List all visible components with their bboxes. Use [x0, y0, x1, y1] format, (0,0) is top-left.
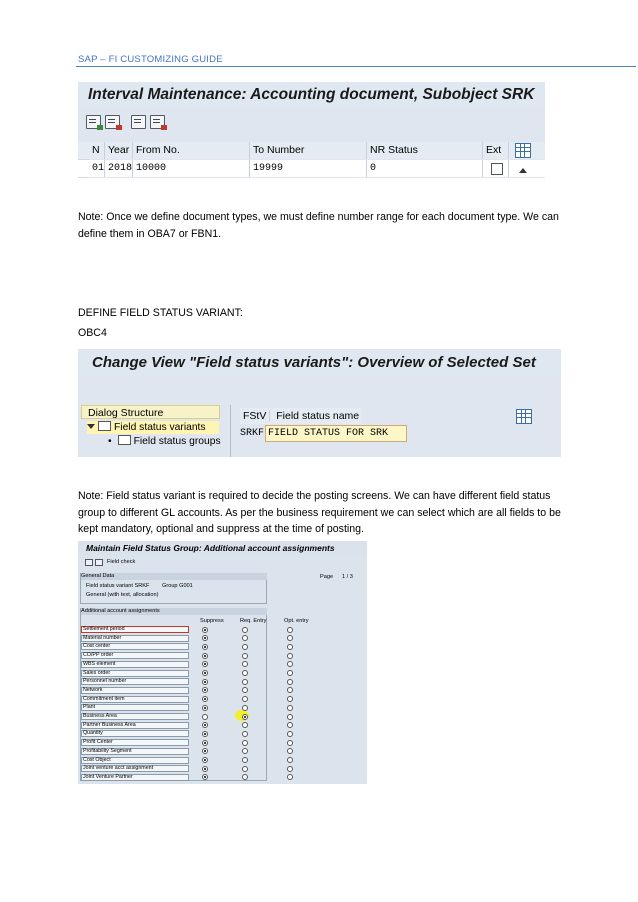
optional-radio[interactable]: [287, 687, 293, 693]
cell-fstv: SRKF: [240, 428, 265, 439]
screen-title-bar: [78, 82, 545, 108]
screen-title-bar: [78, 541, 367, 555]
suppress-radio[interactable]: [202, 766, 208, 772]
field-label: Settlement period: [81, 626, 189, 633]
cell-n: 01: [89, 160, 105, 177]
field-label: Personnel number: [81, 678, 189, 685]
field-label: Profit Center: [81, 739, 189, 746]
field-label: Profitability Segment: [81, 748, 189, 755]
screen-title-bar: [78, 349, 561, 376]
cell-to[interactable]: 19999: [250, 160, 367, 177]
scroll-up-icon[interactable]: [519, 168, 527, 173]
optional-radio[interactable]: [287, 635, 293, 641]
general-data-header: General Data: [81, 573, 267, 580]
table-settings-icon[interactable]: [515, 143, 531, 158]
col-header: From No.: [133, 142, 250, 159]
field-status-group-screenshot: [78, 541, 367, 784]
col-optional: Opt. entry: [284, 618, 309, 624]
col-suppress: Suppress: [200, 618, 224, 624]
page-label: Page: [320, 574, 334, 580]
cell-from[interactable]: 10000: [133, 160, 250, 177]
field-label: Cost center: [81, 643, 189, 650]
required-radio[interactable]: [242, 714, 248, 720]
required-radio[interactable]: [242, 653, 248, 659]
suppress-radio[interactable]: [202, 679, 208, 685]
document-header: SAP – FI CUSTOMIZING GUIDE: [78, 54, 223, 65]
field-label: Commitment item: [81, 696, 189, 703]
field-label: Network: [81, 687, 189, 694]
optional-radio[interactable]: [287, 679, 293, 685]
optional-radio[interactable]: [287, 731, 293, 737]
field-status-name-input[interactable]: FIELD STATUS FOR SRK: [265, 425, 407, 442]
field-label: Quantity: [81, 730, 189, 737]
suppress-radio[interactable]: [202, 731, 208, 737]
cell-year[interactable]: 2018: [105, 160, 133, 177]
splitter[interactable]: [230, 405, 231, 457]
tree-item-label: Field status variants: [114, 422, 206, 433]
dialog-structure-header: Dialog Structure: [81, 405, 220, 419]
optional-radio[interactable]: [287, 757, 293, 763]
save-icon[interactable]: [85, 559, 93, 566]
field-label: Business Area: [81, 713, 189, 720]
toolbar: [78, 110, 545, 136]
field-label: WBS element: [81, 661, 189, 668]
optional-radio[interactable]: [287, 714, 293, 720]
required-radio[interactable]: [242, 679, 248, 685]
optional-radio[interactable]: [287, 748, 293, 754]
optional-radio[interactable]: [287, 722, 293, 728]
change-intervals-icon[interactable]: [86, 115, 101, 129]
tree-item-field-status-groups[interactable]: [108, 435, 221, 448]
field-check-button[interactable]: Field check: [107, 559, 136, 565]
field-label: Material number: [81, 635, 189, 642]
col-header: N: [89, 142, 105, 159]
screen-title: Interval Maintenance: Accounting document, Subobject SRK: [88, 86, 535, 103]
required-radio[interactable]: [242, 627, 248, 633]
suppress-radio[interactable]: [202, 644, 208, 650]
optional-radio[interactable]: [287, 644, 293, 650]
col-header: To Number: [250, 142, 367, 159]
field-status-variant-label: Field status variant SRKF: [86, 583, 150, 589]
field-label: Joint Venture Partner: [81, 774, 189, 781]
col-required: Req. Entry: [240, 618, 267, 624]
ext-checkbox[interactable]: [491, 163, 503, 175]
bullet-icon: •: [108, 436, 112, 447]
col-header: NR Status: [367, 142, 483, 159]
suppress-radio[interactable]: [202, 714, 208, 720]
optional-radio[interactable]: [287, 653, 293, 659]
optional-radio[interactable]: [287, 766, 293, 772]
expand-icon[interactable]: [87, 424, 95, 429]
col-header-name: Field status name: [276, 410, 360, 422]
table-header: [78, 142, 545, 159]
cell-ext: [483, 160, 509, 177]
remove-interval-icon[interactable]: [150, 115, 165, 129]
col-header: Ext: [483, 142, 509, 159]
required-radio[interactable]: [242, 705, 248, 711]
cell-status[interactable]: 0: [367, 160, 483, 177]
header-divider: [76, 66, 636, 67]
interval-maintenance-screenshot: [78, 82, 545, 178]
print-icon[interactable]: [95, 559, 103, 566]
transaction-code: OBC4: [78, 327, 107, 339]
field-label: Joint venture acct assignment: [81, 765, 189, 772]
suppress-radio[interactable]: [202, 757, 208, 763]
field-label: Partner Business Area: [81, 722, 189, 729]
required-radio[interactable]: [242, 731, 248, 737]
field-status-variants-screenshot: [78, 349, 561, 457]
tree-item-label: Field status groups: [133, 436, 221, 447]
suppress-radio[interactable]: [202, 653, 208, 659]
optional-radio[interactable]: [287, 627, 293, 633]
page-value: 1 / 3: [342, 574, 353, 580]
open-folder-icon: [98, 421, 111, 431]
optional-radio[interactable]: [287, 740, 293, 746]
tree-item-field-status-variants[interactable]: [87, 421, 219, 434]
field-label: Cost Object: [81, 757, 189, 764]
group-label: Group G001: [162, 583, 193, 589]
required-radio[interactable]: [242, 757, 248, 763]
required-radio[interactable]: [242, 740, 248, 746]
section-header: Additional account assignments: [81, 608, 267, 615]
optional-radio[interactable]: [287, 661, 293, 667]
table-settings-icon[interactable]: [516, 409, 532, 424]
note-number-range: Note: Once we define document types, we must define number range for each document type. We can define them in OBA7 or FBN1.: [78, 211, 559, 240]
required-radio[interactable]: [242, 766, 248, 772]
optional-radio[interactable]: [287, 774, 293, 780]
field-label: Plant: [81, 704, 189, 711]
suppress-radio[interactable]: [202, 670, 208, 676]
screen-title: Change View "Field status variants": Overview of Selected Set: [92, 354, 536, 371]
optional-radio[interactable]: [287, 670, 293, 676]
group-description: General (with text, allocation): [86, 592, 159, 598]
table-header: [240, 408, 362, 424]
suppress-radio[interactable]: [202, 627, 208, 633]
required-radio[interactable]: [242, 644, 248, 650]
heading-field-status-variant: DEFINE FIELD STATUS VARIANT:: [78, 307, 243, 319]
optional-radio[interactable]: [287, 705, 293, 711]
note-field-status: Note: Field status variant is required to decide the posting screens. We can have different field status group to different GL accounts. As per the business requirement we can select which are all fields to be kept mandatory, optional and suppress at the time of posting.: [78, 490, 561, 535]
folder-icon: [118, 435, 131, 445]
screen-title: Maintain Field Status Group: Additional account assignments: [86, 543, 335, 553]
col-header: Year: [105, 142, 133, 159]
field-label: Sales order: [81, 670, 189, 677]
col-header-fstv: FStV: [240, 410, 270, 422]
delete-interval-icon[interactable]: [105, 115, 120, 129]
table-row[interactable]: [78, 160, 545, 177]
suppress-radio[interactable]: [202, 705, 208, 711]
insert-interval-icon[interactable]: [131, 115, 146, 129]
optional-radio[interactable]: [287, 696, 293, 702]
suppress-radio[interactable]: [202, 740, 208, 746]
field-label: CO/PP order: [81, 652, 189, 659]
required-radio[interactable]: [242, 670, 248, 676]
